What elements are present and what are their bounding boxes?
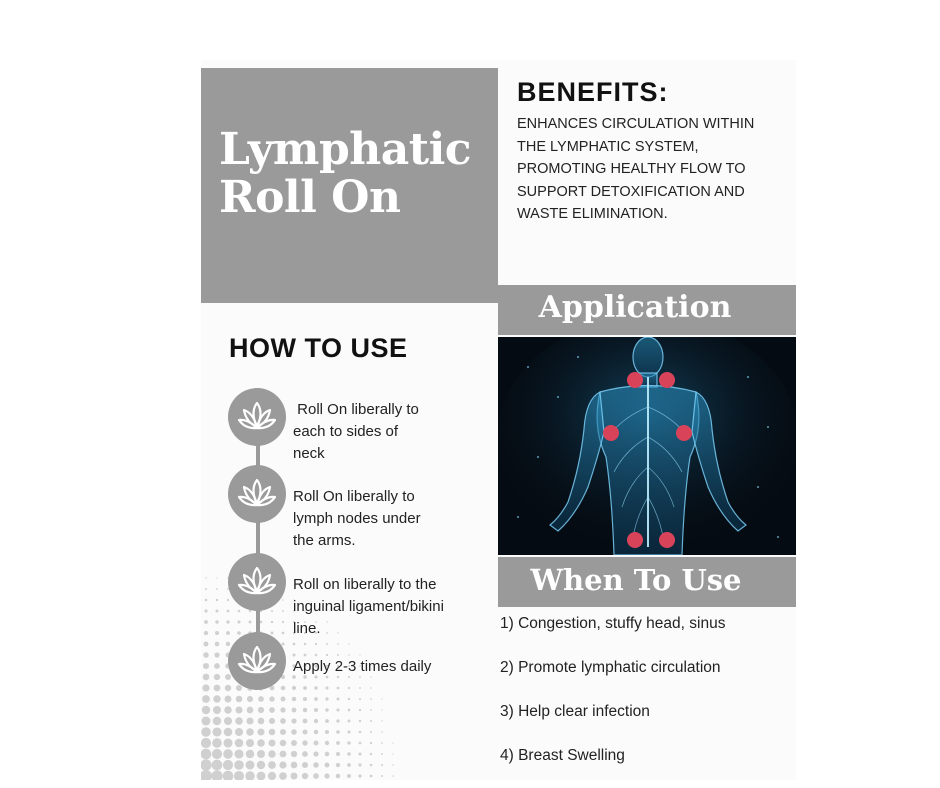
halftone-dot (359, 742, 362, 745)
when-item: 3) Help clear infection (500, 703, 650, 720)
halftone-dot (348, 720, 351, 723)
halftone-dot (315, 643, 317, 645)
benefits-line: WASTE ELIMINATION. (517, 206, 668, 222)
halftone-dot (291, 718, 296, 723)
halftone-dot (202, 684, 209, 691)
halftone-dot (325, 708, 329, 712)
step-3-text (293, 574, 483, 640)
halftone-dot (204, 609, 207, 612)
halftone-dot (314, 730, 319, 735)
halftone-dot (303, 708, 307, 712)
halftone-dot (249, 621, 252, 624)
marker-neck-right (659, 372, 675, 388)
halftone-dot (216, 588, 218, 590)
halftone-dot (202, 706, 210, 714)
halftone-dot (359, 709, 361, 711)
halftone-dot (212, 727, 221, 736)
halftone-dot (215, 620, 219, 624)
halftone-dot (282, 610, 284, 612)
halftone-dot (337, 687, 340, 690)
halftone-dot (381, 709, 382, 710)
halftone-dot (381, 775, 383, 777)
halftone-dot (269, 729, 276, 736)
halftone-dot (370, 775, 373, 778)
halftone-dot (358, 774, 361, 777)
halftone-dot (205, 577, 206, 578)
step-line: Roll On liberally to (293, 401, 419, 418)
halftone-dot (336, 763, 340, 767)
halftone-dot (325, 686, 328, 689)
halftone-dot (290, 772, 297, 779)
halftone-dot (227, 599, 229, 601)
halftone-dot (302, 729, 307, 734)
halftone-dot (280, 707, 285, 712)
halftone-dot (269, 696, 274, 701)
halftone-dot (313, 751, 318, 756)
halftone-dot (392, 753, 393, 754)
halftone-dot (370, 709, 372, 711)
halftone-dot (279, 761, 286, 768)
halftone-dot (281, 642, 284, 645)
halftone-dot (269, 740, 276, 747)
halftone-dot (235, 706, 242, 713)
halftone-dot (223, 749, 233, 759)
halftone-dot (268, 761, 276, 769)
halftone-dot (281, 697, 286, 702)
benefits-line: PROMOTING HEALTHY FLOW TO (517, 161, 746, 177)
halftone-dot (280, 729, 286, 735)
halftone-dot (269, 718, 275, 724)
halftone-dot (325, 752, 330, 757)
halftone-dot (215, 642, 220, 647)
halftone-dot (292, 697, 297, 702)
halftone-dot (226, 620, 229, 623)
halftone-dot (211, 770, 222, 780)
step-line: the arms. (293, 532, 356, 549)
marker-groin-left (627, 532, 643, 548)
halftone-dot (324, 773, 329, 778)
halftone-dot (279, 772, 287, 780)
halftone-dot (223, 771, 234, 780)
halftone-dot (257, 739, 265, 747)
halftone-dot (302, 751, 308, 757)
halftone-dot (336, 774, 341, 779)
halftone-dot (237, 631, 241, 635)
halftone-dot (392, 742, 393, 743)
halftone-dot (268, 772, 276, 780)
halftone-dot (359, 720, 361, 722)
halftone-dot (214, 663, 220, 669)
halftone-dot (325, 763, 330, 768)
halftone-dot (359, 687, 361, 689)
halftone-dot (291, 729, 297, 735)
halftone-dot (280, 740, 286, 746)
halftone-dot (246, 761, 255, 770)
halftone-dot (237, 620, 240, 623)
halftone-dot (325, 741, 329, 745)
halftone-dot (225, 685, 231, 691)
halftone-dot (303, 686, 307, 690)
halftone-dot (227, 610, 230, 613)
halftone-dot (358, 763, 361, 766)
halftone-dot (370, 753, 372, 755)
lymphatic-body-illustration (498, 337, 796, 555)
when-item: 1) Congestion, stuffy head, sinus (500, 615, 726, 632)
halftone-dot (257, 761, 265, 769)
halftone-dot (347, 763, 351, 767)
step-4-text (293, 656, 483, 678)
halftone-dot (216, 577, 217, 578)
halftone-dot (302, 762, 308, 768)
halftone-dot (212, 749, 222, 759)
halftone-dot (370, 698, 372, 700)
benefits-line: THE LYMPHATIC SYSTEM, (517, 138, 699, 155)
halftone-dot (238, 610, 241, 613)
halftone-dot (213, 695, 220, 702)
halftone-dot (348, 698, 350, 700)
halftone-dot (212, 738, 222, 748)
halftone-dot (281, 686, 286, 691)
step-1-text (293, 399, 483, 465)
halftone-dot (245, 771, 254, 780)
halftone-dot (268, 750, 275, 757)
halftone-dot (381, 731, 383, 733)
halftone-dot (247, 707, 254, 714)
halftone-dot (291, 740, 297, 746)
how-to-use-heading: HOW TO USE (229, 333, 408, 363)
lotus-icon (228, 632, 286, 690)
halftone-dot (302, 773, 308, 779)
halftone-dot (347, 741, 350, 744)
step-line: line. (293, 620, 321, 637)
halftone-dot (201, 770, 212, 780)
halftone-dot (213, 706, 221, 714)
halftone-dot (381, 720, 382, 721)
halftone-dot (370, 731, 372, 733)
halftone-dot (336, 752, 340, 756)
halftone-dot (291, 762, 298, 769)
halftone-dot (314, 708, 318, 712)
halftone-dot (271, 621, 273, 623)
halftone-dot (359, 698, 361, 700)
halftone-dot (336, 730, 340, 734)
halftone-dot (271, 610, 273, 612)
benefits-text (517, 113, 777, 226)
halftone-dot (213, 717, 222, 726)
application-heading: Application (538, 290, 732, 325)
halftone-dot (282, 599, 284, 601)
halftone-dot (223, 738, 232, 747)
halftone-dot (215, 631, 219, 635)
halftone-dot (216, 610, 219, 613)
when-item: 2) Promote lymphatic circulation (500, 659, 721, 676)
marker-armpit-left (603, 425, 619, 441)
halftone-dot (370, 687, 372, 689)
halftone-dot (235, 739, 244, 748)
halftone-dot (224, 728, 233, 737)
halftone-dot (292, 708, 297, 713)
halftone-dot (370, 742, 372, 744)
benefits-line: ENHANCES CIRCULATION WITHIN (517, 116, 755, 132)
halftone-dot (257, 750, 265, 758)
step-line: lymph nodes under (293, 510, 421, 527)
halftone-dot (302, 740, 307, 745)
halftone-dot (203, 674, 210, 681)
halftone-dot (226, 642, 230, 646)
halftone-dot (325, 719, 329, 723)
halftone-dot (214, 674, 220, 680)
when-item: 4) Breast Swelling (500, 747, 625, 764)
halftone-dot (314, 697, 318, 701)
lotus-icon (228, 553, 286, 611)
halftone-dot (214, 685, 221, 692)
halftone-dot (381, 753, 383, 755)
halftone-dot (202, 695, 210, 703)
halftone-dot (336, 741, 340, 745)
halftone-dot (235, 717, 243, 725)
step-line: neck (293, 445, 325, 462)
halftone-dot (201, 749, 211, 760)
halftone-dot (258, 718, 265, 725)
halftone-dot (257, 772, 266, 780)
halftone-dot (303, 697, 307, 701)
halftone-dot (201, 738, 211, 748)
halftone-dot (204, 620, 208, 624)
step-line: each to sides of (293, 423, 399, 440)
halftone-dot (381, 764, 383, 766)
halftone-dot (203, 663, 209, 669)
halftone-dot (370, 764, 373, 767)
halftone-dot (326, 643, 328, 645)
halftone-dot (337, 698, 340, 701)
halftone-dot (337, 643, 339, 645)
halftone-dot (381, 698, 382, 699)
halftone-dot (269, 707, 275, 713)
halftone-dot (313, 762, 319, 768)
step-2-text (293, 486, 483, 552)
halftone-dot (234, 771, 244, 780)
halftone-dot (201, 727, 211, 737)
halftone-dot (392, 775, 394, 777)
halftone-dot (205, 599, 208, 602)
halftone-dot (303, 719, 308, 724)
halftone-dot (203, 652, 209, 658)
benefits-line: SUPPORT DETOXIFICATION AND (517, 183, 745, 200)
step-line: Roll On liberally to (293, 488, 415, 505)
step-line: Roll on liberally to the (293, 576, 437, 593)
halftone-dot (205, 588, 207, 590)
halftone-dot (247, 696, 253, 702)
halftone-dot (234, 760, 244, 770)
halftone-dot (359, 753, 362, 756)
product-title (219, 126, 489, 222)
halftone-dot (234, 749, 243, 758)
halftone-dot (336, 719, 339, 722)
halftone-dot (225, 674, 231, 680)
halftone-dot (235, 728, 243, 736)
halftone-dot (204, 642, 209, 647)
halftone-dot (293, 643, 296, 646)
halftone-dot (347, 730, 350, 733)
halftone-dot (359, 731, 362, 734)
halftone-dot (282, 621, 284, 623)
marker-groin-right (659, 532, 675, 548)
halftone-dot (292, 686, 296, 690)
marker-armpit-right (676, 425, 692, 441)
halftone-dot (246, 728, 254, 736)
lotus-icon (228, 465, 286, 523)
halftone-dot (336, 708, 339, 711)
halftone-dot (246, 739, 254, 747)
halftone-dot (392, 764, 393, 765)
halftone-dot (258, 707, 264, 713)
halftone-dot (271, 632, 274, 635)
halftone-dot (280, 751, 287, 758)
halftone-dot (223, 760, 233, 770)
halftone-dot (313, 773, 319, 779)
step-line: Apply 2-3 times daily (293, 658, 432, 675)
when-to-use-heading: When To Use (530, 563, 742, 597)
halftone-dot (201, 759, 212, 770)
halftone-dot (224, 717, 232, 725)
halftone-dot (224, 706, 232, 714)
halftone-dot (257, 728, 264, 735)
halftone-dot (370, 720, 372, 722)
halftone-dot (282, 632, 285, 635)
halftone-dot (325, 697, 328, 700)
halftone-dot (214, 652, 219, 657)
halftone-dot (291, 751, 297, 757)
halftone-dot (304, 643, 306, 645)
benefits-heading: BENEFITS: (517, 77, 669, 107)
halftone-dot (212, 760, 223, 771)
halftone-dot (347, 752, 351, 756)
title-line-1: Lymphatic (219, 124, 472, 175)
halftone-dot (226, 631, 230, 635)
halftone-dot (325, 730, 329, 734)
halftone-dot (225, 696, 232, 703)
halftone-dot (348, 687, 350, 689)
marker-neck-left (627, 372, 643, 388)
lotus-icon (228, 388, 286, 446)
halftone-dot (204, 631, 208, 635)
halftone-dot (246, 717, 253, 724)
halftone-dot (236, 696, 243, 703)
halftone-dot (348, 643, 349, 644)
halftone-dot (260, 621, 263, 624)
halftone-dot (314, 719, 318, 723)
timeline-connector (256, 420, 260, 660)
halftone-dot (314, 741, 319, 746)
title-line-2: Roll On (219, 172, 401, 223)
step-line: inguinal ligament/bikini (293, 598, 444, 615)
halftone-dot (280, 718, 286, 724)
halftone-dot (202, 717, 211, 726)
halftone-dot (246, 750, 255, 759)
halftone-dot (381, 742, 383, 744)
halftone-dot (347, 774, 351, 778)
halftone-dot (348, 709, 351, 712)
halftone-dot (216, 599, 218, 601)
halftone-dot (258, 696, 264, 702)
halftone-dot (314, 686, 317, 689)
